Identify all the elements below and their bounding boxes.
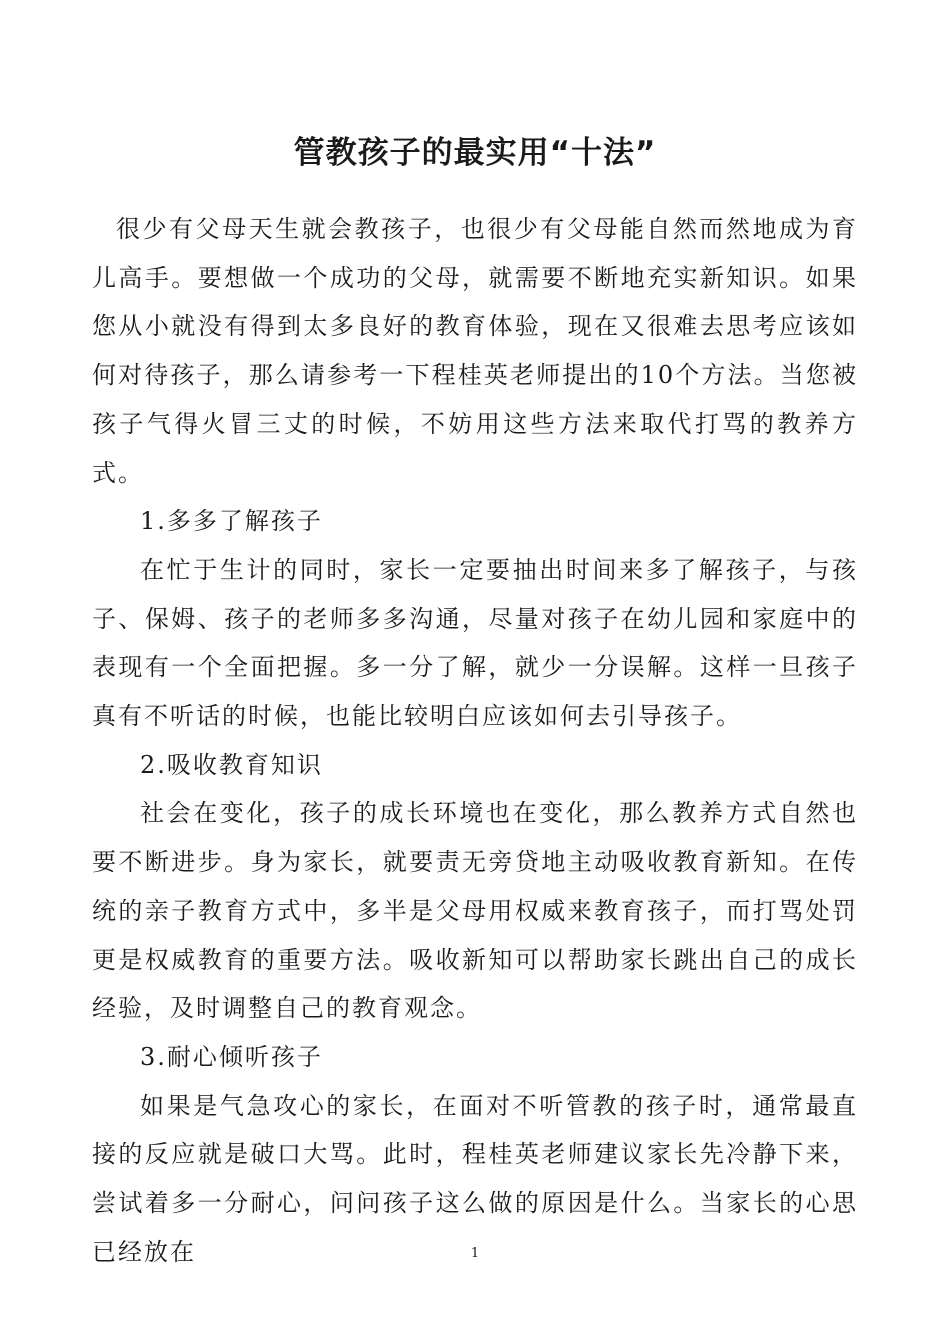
document-body bbox=[92, 205, 858, 1276]
section-paragraph-1: 在忙于生计的同时，家长一定要抽出时间来多了解孩子，与孩子、保姆、孩子的老师多多沟通，尽量对孩子在幼儿园和家庭中的表现有一个全面把握。多一分了解，就少一分误解。这样一旦孩子真有不听话的时候，也能比较明白应该如何去引导孩子。 bbox=[92, 555, 858, 731]
section-paragraph-3: 如果是气急攻心的家长，在面对不听管教的孩子时，通常最直接的反应就是破口大骂。此时，程桂英老师建议家长先冷静下来，尝试着多一分耐心，问问孩子这么做的原因是什么。当家长的心思已经放在 bbox=[92, 1091, 858, 1266]
page-number: 1 bbox=[470, 1246, 480, 1261]
section-heading-1: 1.多多了解孩子 bbox=[140, 507, 323, 536]
section-heading-3: 3.耐心倾听孩子 bbox=[140, 1042, 323, 1071]
section-heading-2: 2.吸收教育知识 bbox=[140, 750, 323, 779]
document-title: 管教孩子的最实用“十法” bbox=[293, 135, 657, 171]
section-paragraph-2: 社会在变化，孩子的成长环境也在变化，那么教养方式自然也要不断进步。身为家长，就要责无旁贷地主动吸收教育新知。在传统的亲子教育方式中，多半是父母用权威来教育孩子，而打骂处罚更是权威教育的重要方法。吸收新知可以帮助家长跳出自己的成长经验，及时调整自己的教育观念。 bbox=[92, 799, 858, 1023]
intro-paragraph: 很少有父母天生就会教孩子，也很少有父母能自然而然地成为育儿高手。要想做一个成功的父母，就需要不断地充实新知识。如果您从小就没有得到太多良好的教育体验，现在又很难去思考应该如何对待孩子，那么请参考一下程桂英老师提出的10个方法。当您被孩子气得火冒三丈的时候，不妨用这些方法来取代打骂的教养方式。 bbox=[92, 215, 858, 487]
